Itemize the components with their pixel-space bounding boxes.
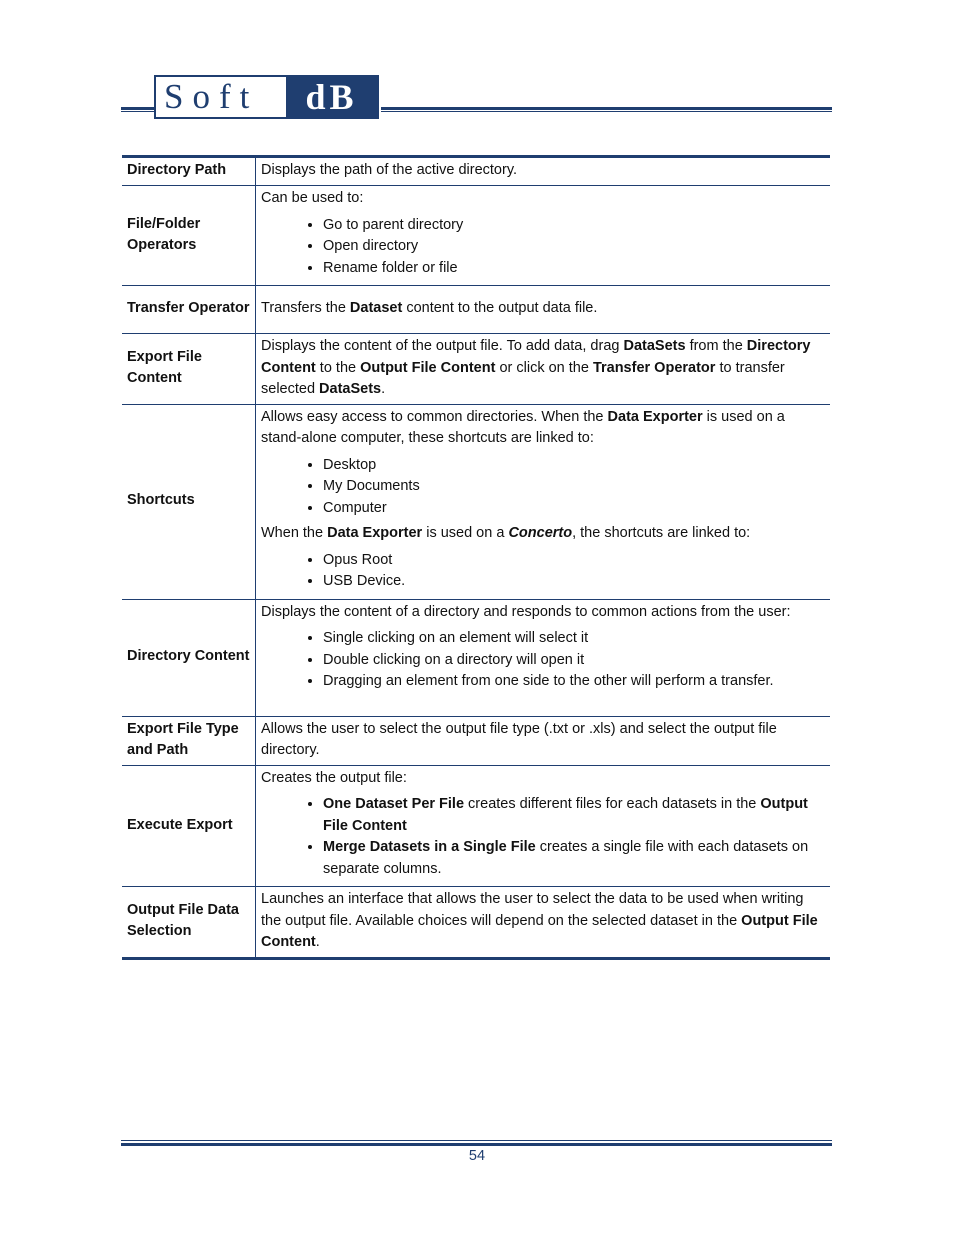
bullet-list (261, 215, 826, 280)
list-item: • Double clicking on a directory will open it (323, 650, 826, 672)
description-text: Can be used to: (261, 190, 364, 206)
feature-description-table (122, 155, 830, 960)
list-item: • USB Device. (323, 571, 826, 593)
bullet-list (261, 550, 826, 593)
header-rule-right (381, 107, 832, 112)
description-text: Creates the output file: (261, 769, 407, 786)
row-label: File/Folder Operators (122, 186, 256, 286)
table-row (122, 599, 830, 716)
row-description (256, 334, 831, 405)
bullet-list (261, 628, 826, 693)
description-text: Launches an interface that allows the user to select the data to be used when writing the output file. Available choices will depend on the selected dataset in the Output File Content. (261, 891, 818, 950)
logo-db-text: dB (286, 77, 377, 117)
page-number: 54 (468, 1148, 486, 1164)
row-label: Output File Data Selection (122, 887, 256, 959)
list-item: • My Documents (323, 476, 826, 498)
row-label: Directory Content (122, 599, 256, 716)
row-label: Transfer Operator (122, 286, 256, 334)
row-label: Execute Export (122, 765, 256, 887)
row-label: Shortcuts (122, 404, 256, 599)
description-text: Displays the path of the active directory. (261, 162, 518, 178)
table-row (122, 765, 830, 887)
description-text: When the Data Exporter is used on a Concerto, the shortcuts are linked to: (261, 525, 751, 541)
list-item: • Rename folder or file (323, 258, 826, 280)
description-text: Transfers the Dataset content to the output data file. (261, 300, 598, 317)
row-label: Export File Content (122, 334, 256, 405)
row-description (256, 286, 831, 334)
row-description (256, 887, 831, 959)
table-row (122, 887, 830, 959)
row-description (256, 404, 831, 599)
list-item: • Single clicking on an element will select it (323, 628, 826, 650)
table-row (122, 157, 830, 186)
list-item: • Go to parent directory (323, 215, 826, 237)
list-item: • Open directory (323, 236, 826, 258)
description-text: Allows the user to select the output file type (.txt or .xls) and select the output file directory. (261, 720, 777, 758)
table-row (122, 186, 830, 286)
table-row (122, 286, 830, 334)
bullet-list (261, 455, 826, 520)
list-item: • Desktop (323, 455, 826, 477)
description-text: Displays the content of a directory and responds to common actions from the user: (261, 603, 791, 620)
footer-rule (121, 1140, 832, 1146)
list-item: • Opus Root (323, 550, 826, 572)
description-text: Displays the content of the output file. To add data, drag DataSets from the Directory Content to the Output File Content or click on the Transfer Operator to transfer selected DataSets. (261, 338, 811, 397)
row-label: Export File Type and Path (122, 716, 256, 765)
row-description (256, 716, 831, 765)
row-label: Directory Path (122, 157, 256, 186)
table-row (122, 334, 830, 405)
row-description (256, 599, 831, 716)
header-rule-left (121, 107, 155, 112)
row-description (256, 186, 831, 286)
list-item: • One Dataset Per File creates different files for each datasets in the Output File Content (323, 794, 826, 837)
list-item: • Dragging an element from one side to the other will perform a transfer. (323, 671, 826, 693)
list-item: • Merge Datasets in a Single File creates a single file with each datasets on separate columns. (323, 837, 826, 880)
description-text: Allows easy access to common directories. When the Data Exporter is used on a stand-alone computer, these shortcuts are linked to: (261, 408, 785, 446)
bullet-list (261, 794, 826, 880)
table-row (122, 716, 830, 765)
row-description (256, 157, 831, 186)
logo-soft-text: Soft (156, 77, 286, 117)
list-item: • Computer (323, 498, 826, 520)
table-row (122, 404, 830, 599)
softdb-logo (154, 75, 379, 119)
row-description (256, 765, 831, 887)
